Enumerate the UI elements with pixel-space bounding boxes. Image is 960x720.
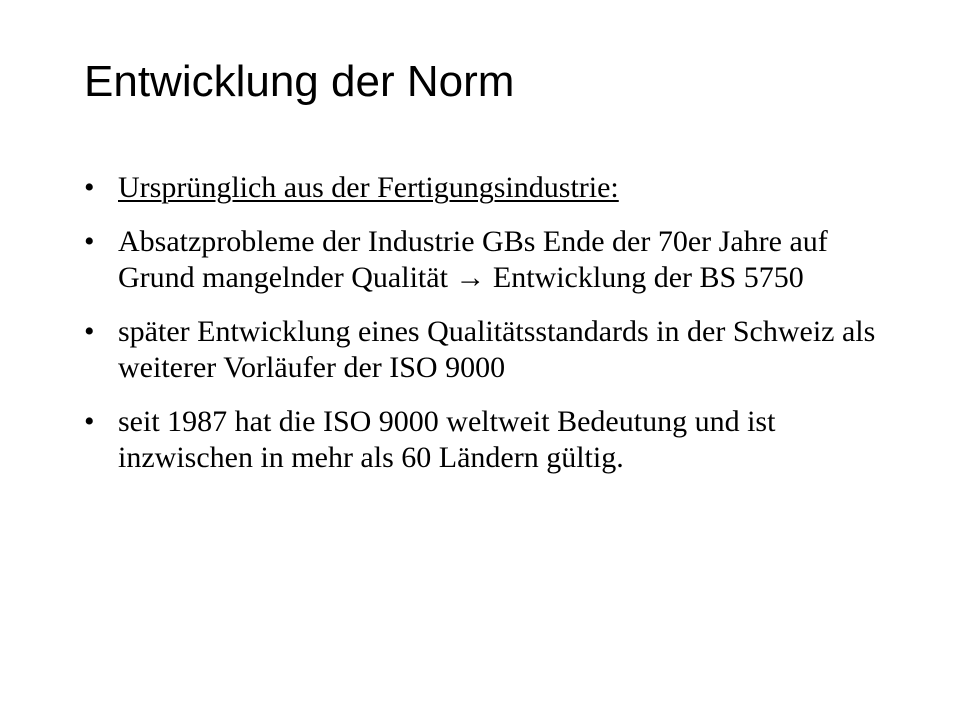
bullet-text: Absatzprobleme der Industrie GBs Ende der 70er Jahre auf Grund mangelnder Qualität → Entwicklung der BS 5750 [118,225,828,294]
bullet-symbol: • [84,405,95,438]
bullet-item [84,224,884,296]
bullet-symbol: • [84,315,95,348]
bullet-item [84,170,884,206]
bullet-item [84,314,884,386]
bullet-item [84,404,884,476]
bullet-symbol: • [84,225,95,258]
slide-title: Entwicklung der Norm [84,57,515,106]
bullet-symbol: • [84,171,95,204]
bullet-text: später Entwicklung eines Qualitätsstandards in der Schweiz als weiterer Vorläufer der ISO 9000 [118,315,876,384]
bullet-text: seit 1987 hat die ISO 9000 weltweit Bedeutung und ist inzwischen in mehr als 60 Ländern gültig. [118,405,776,474]
bullet-list [84,170,884,494]
bullet-text: Ursprünglich aus der Fertigungsindustrie: [118,171,619,204]
